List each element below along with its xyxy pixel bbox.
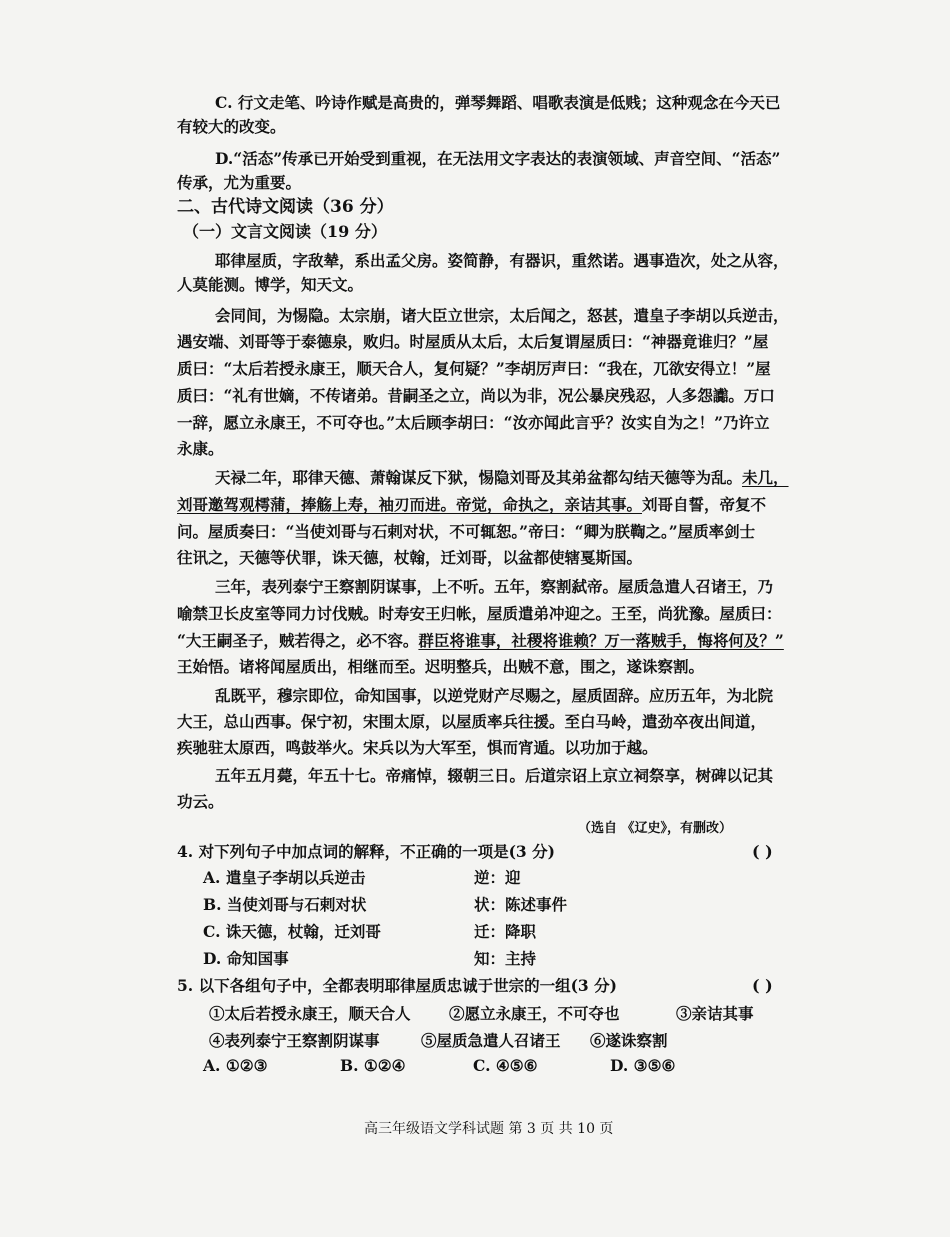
passage-line: 五年五月薨，年五十七。帝痛悼，辍朝三日。后道宗诏上京立祠祭享，树碑以记其 [215,766,774,785]
q5-choice-a: A. ①②③ [203,1056,268,1075]
q5-item: ④表列泰宁王察割阴谋事 [209,1031,380,1050]
passage-line: 王始悟。诸将闻屋质出，相继而至。迟明整兵，出贼不意，围之，遂诛察割。 [177,657,705,676]
passage-line: 遇安端、刘哥等于泰德泉，败归。时屋质从太后，太后复谓屋质曰：“神器竟谁归？”屋 [177,332,769,351]
passage-line: 喻禁卫长皮室等同力讨伐贼。时寿安王归帐，屋质遣弟冲迎之。王至，尚犹豫。屋质曰： [177,604,782,623]
option-d-line1: D.“活态”传承已开始受到重视，在无法用文字表达的表演领域、声音空间、“活态” [215,149,781,168]
q4-option-a-gloss: 逆：迎 [474,868,521,887]
passage-line: 人莫能测。博学，知天文。 [177,275,364,294]
passage-line: 耶律屋质，字敌辇，系出孟父房。姿简静，有器识，重然诺。遇事造次，处之从容， [215,251,789,270]
passage-text: 天禄二年，耶律天德、萧翰谋反下狱，惕隐刘哥及其弟盆都勾结天德等为乱。 [215,468,743,487]
q5-item: ③亲诘其事 [676,1004,754,1023]
q4-option-d: D. 命知国事 [203,949,289,968]
q4-option-a: A. 遣皇子李胡以兵逆击 [203,868,366,887]
section-title: 二、古代诗文阅读（36 分） [177,197,394,217]
passage-text: “大王嗣圣子，贼若得之，必不容。 [177,631,419,650]
q4-option-b-gloss: 状：陈述事件 [474,895,568,914]
passage-line: 问。屋质奏曰：“当使刘哥与石剌对状，不可辄恕。”帝曰：“卿为朕鞫之。”屋质率剑士 [177,522,756,541]
option-c-line1: C. 行文走笔、吟诗作赋是高贵的，弹琴舞蹈、唱歌表演是低贱；这种观念在今天已 [215,93,781,112]
passage-line: 一辞，愿立永康王，不可夺也。”太后顾李胡曰：“汝亦闻此言乎？汝实自为之！”乃许立 [177,413,770,432]
underlined-sentence: 群臣将谁事，社稷将谁赖？万一落贼手，悔将何及？” [418,631,784,650]
question-4-stem: 4. 对下列句子中加点词的解释，不正确的一项是(3 分) [177,842,555,861]
underlined-sentence: 刘哥邀驾观樗蒲，捧觞上寿，袖刃而进。帝觉，命执之，亲诘其事。 [177,495,643,514]
passage-line: 质曰：“太后若授永康王，顺天合人，复何疑？”李胡厉声曰：“我在，兀欲安得立！”屋 [177,359,771,378]
option-d-line2: 传承，尤为重要。 [177,173,302,192]
answer-bracket: ( ) [752,842,773,861]
q4-option-b: B. 当使刘哥与石剌对状 [203,895,367,914]
passage-line: 质曰：“礼有世嫡，不传诸弟。昔嗣圣之立，尚以为非，况公暴戾残忍，人多怨讟。万口 [177,386,775,405]
q5-choice-d: D. ③⑤⑥ [610,1056,676,1075]
answer-bracket: ( ) [752,976,773,995]
passage-line [177,494,766,516]
underlined-sentence: 未几， [742,468,789,487]
subsection-title: （一）文言文阅读（19 分） [183,222,387,241]
q4-option-c-gloss: 迁：降职 [474,922,537,941]
q4-option-c: C. 诛天德，杖翰，迁刘哥 [203,922,381,941]
q5-item: ②愿立永康王，不可夺也 [449,1004,620,1023]
passage-text: 刘哥自誓，帝复不 [642,495,767,514]
passage-line: 往讯之，天德等伏罪，诛天德，杖翰，迁刘哥，以盆都使辖戛斯国。 [177,548,643,567]
q5-choice-c: C. ④⑤⑥ [473,1056,538,1075]
question-5-stem: 5. 以下各组句子中，全都表明耶律屋质忠诚于世宗的一组(3 分) [177,976,617,995]
passage-line: 疾驰驻太原西，鸣鼓举火。宋兵以为大军至，惧而宵遁。以功加于越。 [177,738,658,757]
page-footer: 高三年级语文学科试题 第 3 页 共 10 页 [364,1121,614,1137]
q5-item: ⑤屋质急遣人召诸王 [421,1031,561,1050]
passage-line: 会同间，为惕隐。太宗崩，诸大臣立世宗，太后闻之，怒甚，遣皇子李胡以兵逆击， [215,306,789,325]
passage-line: 大王，总山西事。保宁初，宋围太原，以屋质率兵往援。至白马岭，遣劲卒夜出间道， [177,712,767,731]
q4-option-d-gloss: 知：主持 [474,949,537,968]
source-citation: （选自 《辽史》，有删改） [578,821,733,836]
passage-line: 三年，表列泰宁王察割阴谋事，上不听。五年，察割弑帝。屋质急遣人召诸王，乃 [215,577,774,596]
passage-line: 乱既平，穆宗即位，命知国事，以逆党财产尽赐之，屋质固辞。应历五年，为北院 [215,686,774,705]
passage-line [215,467,789,489]
passage-line: 功云。 [177,792,224,811]
option-c-line2: 有较大的改变。 [177,117,286,136]
q5-item: ⑥遂诛察割 [590,1031,668,1050]
passage-line: 永康。 [177,439,224,458]
passage-line [177,630,784,652]
q5-choice-b: B. ①②④ [340,1056,406,1075]
q5-item: ①太后若授永康王，顺天合人 [209,1004,411,1023]
